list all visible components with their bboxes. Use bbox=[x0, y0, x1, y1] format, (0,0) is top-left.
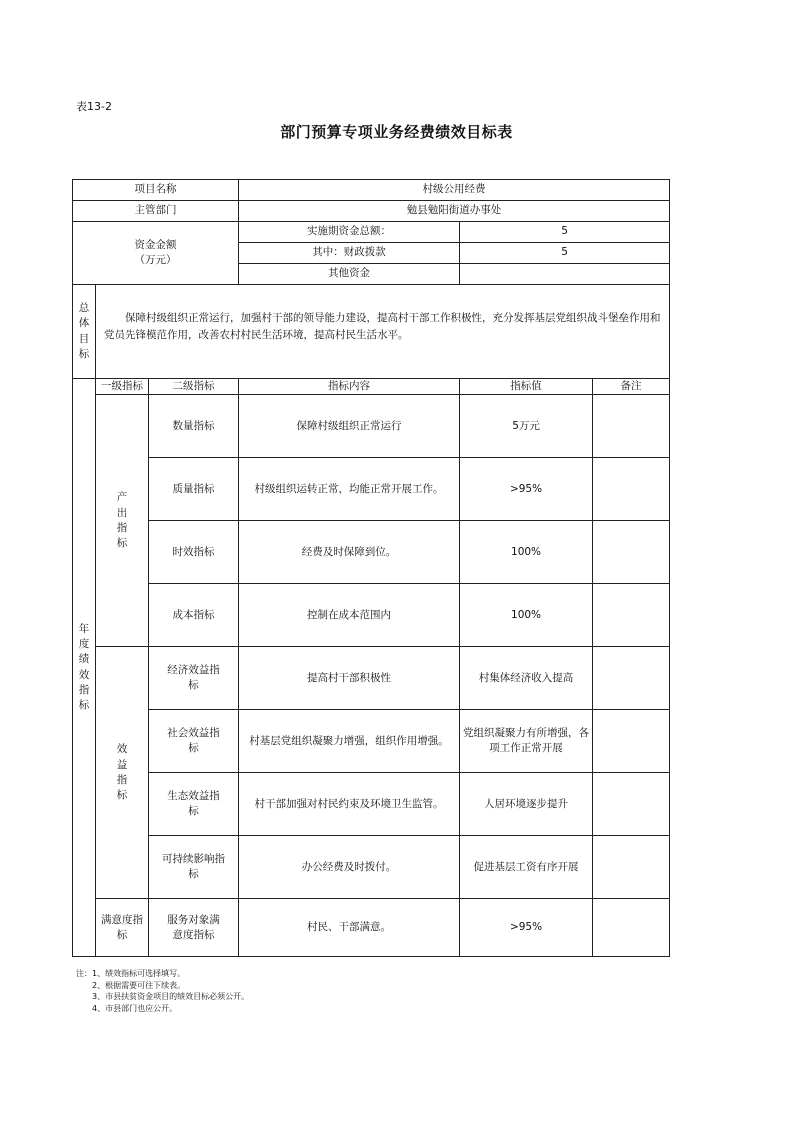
content-cell: 控制在成本范围内 bbox=[239, 584, 460, 647]
level2-cell: 社会效益指标 bbox=[149, 710, 239, 773]
footnote: 2、根据需要可往下续表。 bbox=[92, 980, 186, 990]
footnotes bbox=[76, 968, 249, 1014]
level2-cell: 经济效益指标 bbox=[149, 647, 239, 710]
table-row bbox=[73, 836, 670, 899]
content-cell: 村基层党组织凝聚力增强，组织作用增强。 bbox=[239, 710, 460, 773]
footnote: 4、市县部门也应公开。 bbox=[92, 1003, 178, 1013]
content-cell: 提高村干部积极性 bbox=[239, 647, 460, 710]
level2-cell: 数量指标 bbox=[149, 395, 239, 458]
note-cell bbox=[593, 584, 670, 647]
content-cell: 保障村级组织正常运行 bbox=[239, 395, 460, 458]
note-cell bbox=[593, 521, 670, 584]
table-row bbox=[73, 395, 670, 458]
level2-cell: 生态效益指标 bbox=[149, 773, 239, 836]
note-cell bbox=[593, 647, 670, 710]
level1-output: 产出指标 bbox=[96, 395, 149, 647]
content-cell: 村级组织运转正常，均能正常开展工作。 bbox=[239, 458, 460, 521]
fund-label-line1: 资金金额 bbox=[134, 238, 177, 251]
table-row bbox=[73, 710, 670, 773]
fund-total-label: 实施期资金总额： bbox=[239, 222, 460, 243]
content-cell: 村民、干部满意。 bbox=[239, 899, 460, 957]
footnote: 注：1、绩效指标可选择填写。 bbox=[76, 969, 186, 978]
header-content: 指标内容 bbox=[239, 379, 460, 395]
table-number: 表13-2 bbox=[76, 100, 112, 113]
overall-goal-text bbox=[96, 285, 670, 379]
value-cell: 5万元 bbox=[460, 395, 593, 458]
annual-indicators-label: 年度绩效指标 bbox=[73, 379, 96, 957]
header-level2: 二级指标 bbox=[149, 379, 239, 395]
fund-fiscal-label: 其中：财政拨款 bbox=[239, 243, 460, 264]
performance-target-table bbox=[72, 179, 670, 957]
table-row bbox=[73, 647, 670, 710]
table-row bbox=[73, 773, 670, 836]
table-row bbox=[73, 222, 670, 243]
header-level1: 一级指标 bbox=[96, 379, 149, 395]
value-cell: 促进基层工资有序开展 bbox=[460, 836, 593, 899]
table-row bbox=[73, 458, 670, 521]
value-cell: 100% bbox=[460, 521, 593, 584]
table-row bbox=[73, 584, 670, 647]
value-cell: 党组织凝聚力有所增强，各项工作正常开展 bbox=[460, 710, 593, 773]
overall-goal-label: 总体目标 bbox=[73, 285, 96, 379]
project-name-value: 村级公用经费 bbox=[239, 180, 670, 201]
fund-amount-label bbox=[73, 222, 239, 285]
fund-fiscal-value: 5 bbox=[460, 243, 670, 264]
level1-benefit: 效益指标 bbox=[96, 647, 149, 899]
note-cell bbox=[593, 458, 670, 521]
content-cell: 村干部加强对村民约束及环境卫生监管。 bbox=[239, 773, 460, 836]
header-value: 指标值 bbox=[460, 379, 593, 395]
project-name-label: 项目名称 bbox=[73, 180, 239, 201]
level2-cell: 时效指标 bbox=[149, 521, 239, 584]
value-cell: 村集体经济收入提高 bbox=[460, 647, 593, 710]
table-row bbox=[73, 201, 670, 222]
content-cell: 经费及时保障到位。 bbox=[239, 521, 460, 584]
level1-satisfaction: 满意度指标 bbox=[96, 899, 149, 957]
note-cell bbox=[593, 899, 670, 957]
note-cell bbox=[593, 836, 670, 899]
content-cell: 办公经费及时拨付。 bbox=[239, 836, 460, 899]
level2-cell: 质量指标 bbox=[149, 458, 239, 521]
table-row bbox=[73, 521, 670, 584]
level2-cell: 服务对象满意度指标 bbox=[149, 899, 239, 957]
table-row bbox=[73, 899, 670, 957]
fund-label-line2: （万元） bbox=[134, 254, 177, 266]
table-row bbox=[73, 379, 670, 395]
table-row bbox=[73, 285, 670, 379]
level2-cell: 成本指标 bbox=[149, 584, 239, 647]
note-cell bbox=[593, 395, 670, 458]
note-cell bbox=[593, 773, 670, 836]
fund-total-value: 5 bbox=[460, 222, 670, 243]
footnote: 3、市县扶贫资金项目的绩效目标必须公开。 bbox=[92, 992, 250, 1001]
page-title: 部门预算专项业务经费绩效目标表 bbox=[280, 123, 513, 141]
fund-other-value bbox=[460, 264, 670, 285]
value-cell: 100% bbox=[460, 584, 593, 647]
level2-cell: 可持续影响指标 bbox=[149, 836, 239, 899]
table-row bbox=[73, 180, 670, 201]
dept-label: 主管部门 bbox=[73, 201, 239, 222]
fund-other-label: 其他资金 bbox=[239, 264, 460, 285]
value-cell: 人居环境逐步提升 bbox=[460, 773, 593, 836]
value-cell: >95% bbox=[460, 458, 593, 521]
dept-value: 勉县勉阳街道办事处 bbox=[239, 201, 670, 222]
note-cell bbox=[593, 710, 670, 773]
overall-goal-content: 保障村级组织正常运行，加强村干部的领导能力建设，提高村干部工作积极性，充分发挥基层党组织战斗堡垒作用和党员先锋模范作用，改善农村村民生活环境，提高村民生活水平。 bbox=[104, 311, 661, 341]
value-cell: >95% bbox=[460, 899, 593, 957]
header-note: 备注 bbox=[593, 379, 670, 395]
